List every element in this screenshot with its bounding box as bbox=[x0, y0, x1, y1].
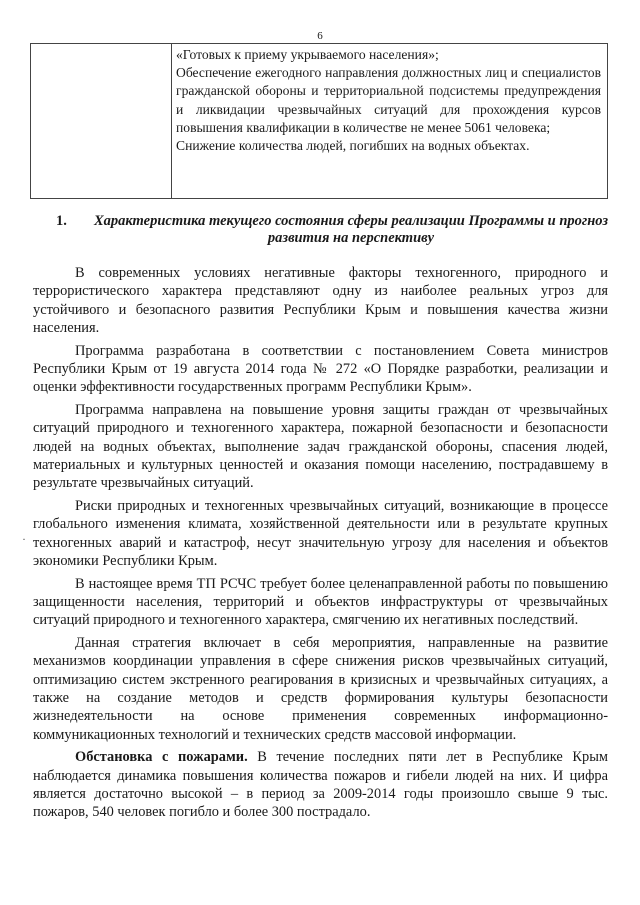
paragraph: Программа разработана в соответствии с постановлением Совета министров Республики Крым от 19 августа 2014 года № 272 «О Порядке разработки, реализации и оценки эффективности государственных программ Республики Крым». bbox=[33, 342, 608, 396]
table-cell-objectives bbox=[176, 46, 601, 155]
objectives-table bbox=[30, 43, 608, 199]
table-line: «Готовых к приему укрываемого населения»; bbox=[176, 47, 439, 62]
body-text bbox=[33, 264, 608, 826]
paragraph: Данная стратегия включает в себя мероприятия, направленные на развитие механизмов координации управления в сфере снижения рисков чрезвычайных ситуаций, оптимизацию систем экстренного реагирования в кризисных и чрезвычайных ситуациях, а также на создание методов и средств формирования культуры безопасности жизнедеятельности на основе применения современных информационно-коммуникационных технологий и технических средств массовой информации. bbox=[33, 634, 608, 743]
section-heading bbox=[56, 213, 612, 247]
fire-lead: Обстановка с пожарами. bbox=[75, 749, 248, 766]
paragraph: В настоящее время ТП РСЧС требует более целенаправленной работы по повышению защищенности населения, территорий и объектов инфраструктуры от чрезвычайных ситуаций природного и техногенного характера, смягчению их негативных последствий. bbox=[33, 575, 608, 629]
section-title: Характеристика текущего состояния сферы реализации Программы и прогноз развития на перспективу bbox=[93, 213, 609, 246]
fire-text: В течение последних пяти лет в Республике Крым наблюдается динамика повышения количества пожаров и гибели людей на них. И цифра является достаточно высокой – в период за 2009-2014 годы произошло свыше 9 тыс. пожаров, 540 человек погибло и более 300 пострадало. bbox=[33, 749, 608, 821]
paragraph: Риски природных и техногенных чрезвычайных ситуаций, возникающие в процессе глобального изменения климата, хозяйственной деятельности или в результате крупных техногенных аварий и катастроф, несут значительную угрозу для населения и объектов экономики Республики Крым. bbox=[33, 497, 608, 570]
table-line: Обеспечение ежегодного направления должностных лиц и специалистов гражданской обороны и территориальной подсистемы предупреждения и ликвидации чрезвычайных ситуаций для прохождения курсов повышения квалификации в количестве не менее 5061 человека; bbox=[176, 65, 601, 135]
paragraph: Программа направлена на повышение уровня защиты граждан от чрезвычайных ситуаций природного и техногенного характера, пожарной безопасности и безопасности людей на водных объектах, выполнение задач гражданской обороны, спасения людей, материальных и культурных ценностей и оказания помощи населению, пострадавшему в результате чрезвычайных ситуаций. bbox=[33, 401, 608, 492]
table-line: Снижение количества людей, погибших на водных объектах. bbox=[176, 138, 530, 154]
margin-mark: · bbox=[22, 532, 26, 546]
paragraph: В современных условиях негативные факторы техногенного, природного и террористического характера представляют одну из наиболее реальных угроз для устойчивого и безопасного развития Республики Крым и повышения качества жизни населения. bbox=[33, 265, 608, 337]
page-number: 6 bbox=[317, 30, 323, 42]
paragraph-fire bbox=[33, 748, 608, 822]
table-column-divider bbox=[171, 44, 172, 198]
section-number: 1. bbox=[56, 213, 67, 229]
